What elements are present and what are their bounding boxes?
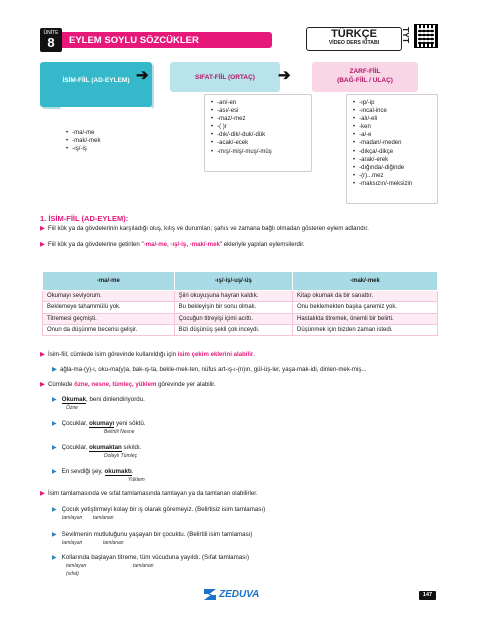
triangle-bullet-icon: ▶ — [40, 225, 45, 232]
unit-header — [40, 28, 290, 52]
column-header: -ış/-iş/-uş/-üş — [174, 272, 292, 291]
column-header: -mak/-mek — [292, 272, 437, 291]
example-text: , beni dinlendiriyordu. — [86, 396, 145, 403]
suffix-item: • -( )r — [211, 123, 305, 131]
note-highlight: özne, nesne, tümleç, yüklem — [74, 381, 157, 388]
suffix-paragraph — [40, 241, 305, 249]
note-text: İsim tamlamasında ve sıfat tamlamasında tamlayan ya da tamlanan olabilirler. — [48, 490, 258, 497]
tyt-badge: TYT — [400, 26, 411, 44]
zeduva-logo-icon — [203, 588, 217, 601]
note-tamlama — [40, 490, 258, 498]
example-text: . — [131, 468, 134, 475]
triangle-bullet-icon: ▶ — [40, 351, 45, 358]
tamlayan-label: tamlayan — [62, 515, 83, 521]
role-label: Yüklem — [128, 477, 145, 483]
footer-brand: ZEDUVA — [219, 589, 260, 600]
suffix-item: • -dıkça/-dikçe — [353, 148, 431, 156]
example-text: En sevdiği şey, — [61, 468, 105, 475]
table-cell: Bu bekleyişin bir sonu olmalı. — [174, 302, 292, 313]
table-row — [43, 291, 438, 302]
note-text: . — [253, 351, 255, 358]
table-row — [43, 324, 438, 335]
arrow-right-icon: ➔ — [136, 67, 149, 84]
definition-text: Fiil kök ya da gövdelerinin karşıladığı oluş, kılış ve durumları; şahıs ve zamana bağlı olmadan gösteren eylem adlarıdır. — [48, 225, 369, 232]
arrow-right-icon: ➔ — [278, 67, 291, 84]
triangle-bullet-icon: ▶ — [40, 241, 45, 248]
note-text: İsim-fiil, cümlede isim görevinde kullanıldığı için — [48, 351, 178, 358]
example-word: okumayı — [89, 420, 115, 427]
example-list-text: ağla-ma-(y)-ı, oku-ma(y)a, bak-ış-ta, bekle-mek-ten, nüfus art-ış-ı-(n)ın, gül-üş-ler, yaşa-mak-idi, dinlen-mek-miş... — [60, 366, 367, 373]
page-number: 147 — [419, 591, 436, 600]
example-text: yeni söktü. — [114, 420, 146, 427]
tamlayan-label: tamlayan — [62, 540, 83, 546]
suffix-item: • -an/-en — [211, 99, 305, 107]
section-title: 1. İSİM-FİİL (AD-EYLEM): — [40, 214, 129, 223]
suffix-item: • -mış/-miş/-muş/-müş — [211, 148, 305, 156]
table-cell: Kitap okumak da bir sanattır. — [292, 291, 437, 302]
suffix-item: • -dığında/-diğinde — [353, 164, 431, 172]
table-cell: Titremesi geçmişti. — [43, 313, 175, 324]
role-label: Dolaylı Tümleç — [104, 453, 138, 459]
example-nesne: ▶ Çocuklar, okumayı yeni söktü. — [52, 420, 146, 427]
suffix-item: • -ken — [353, 123, 431, 131]
suffix-text-b: -ma/-me, -ış/-iş, -mak/-mek — [143, 241, 220, 248]
suffix-item: • -ma/-me — [66, 129, 146, 137]
example-text: Çocuklar, — [61, 444, 90, 451]
tamlayan-label: tamlayan — [66, 563, 87, 569]
note-examples — [52, 366, 366, 374]
example-text: Kollarında başlayan titreme, tüm vücuduna yayıldı. (Sıfat tamlaması) — [61, 554, 250, 561]
suffix-item: • -alı/-eli — [353, 115, 431, 123]
table-cell: Şiiri okuyuşuna hayran kaldık. — [174, 291, 292, 302]
sifat-label: (sıfat) — [66, 571, 79, 577]
suffix-item: • -ıncal-ince — [353, 107, 431, 115]
note-case-suffixes — [40, 351, 255, 359]
note-text: Cümlede — [48, 381, 75, 388]
column-header: -ma/-me — [43, 272, 175, 291]
table-cell: Hastalıkta titremek, önemli bir belirti. — [292, 313, 437, 324]
suffix-item: • -ıp/-ip — [353, 99, 431, 107]
table-row — [43, 302, 438, 313]
unit-title: EYLEM SOYLU SÖZCÜKLER — [62, 32, 272, 48]
sifat-fiil-suffix-list — [204, 94, 312, 172]
suffix-item: • -a/-e — [353, 131, 431, 139]
triangle-bullet-icon: ▶ — [40, 381, 45, 388]
tamlanan-label: tamlanan — [103, 540, 124, 546]
note-roles — [40, 381, 216, 389]
table-cell: Onu beklemekten başka çaremiz yok. — [292, 302, 437, 313]
zarf-fiil-suffix-list — [346, 94, 438, 204]
triangle-bullet-icon: ▶ — [40, 490, 45, 497]
examples-table — [42, 271, 438, 336]
suffix-item: • -(r)...mez — [353, 172, 431, 180]
box-zarf-fiil — [312, 62, 418, 92]
suffix-item: • -ış/-iş — [66, 145, 146, 153]
unit-label: ÜNİTE — [43, 30, 59, 36]
suffix-item: • -arak/-erek — [353, 156, 431, 164]
book-title: TÜRKÇE — [331, 28, 377, 40]
table-cell: Düşünmek için bizden zaman istedi. — [292, 324, 437, 335]
box-sifat-fiil: SIFAT-FİİL (ORTAÇ) — [170, 62, 280, 92]
triangle-bullet-icon: ▶ — [52, 366, 57, 373]
note-highlight: isim çekim eklerini alabilir — [177, 351, 254, 358]
table-row — [43, 313, 438, 324]
suffix-item: • -dık/-dik/-duk/-dük — [211, 131, 305, 139]
suffix-text-c: " ekleriyle yapılan eylemsilerdir. — [219, 241, 305, 248]
example-text: Çocuk yetiştirmeyi kolay bir iş olarak göremeyiz. (Belirtisiz isim tamlaması) — [61, 506, 266, 513]
suffix-item: • -ası/-esi — [211, 107, 305, 115]
book-brand — [306, 26, 411, 51]
example-text: sıkıldı. — [121, 444, 142, 451]
table-cell: Çocuğun titreyişi içimi acıttı. — [174, 313, 292, 324]
zarf-fiil-title: ZARF-FİİL — [349, 68, 381, 75]
table-cell: Onun da düşünme becerisi gelişir. — [43, 324, 175, 335]
unit-badge — [40, 28, 62, 52]
role-label: Belirtili Nesne — [104, 429, 135, 435]
unit-number: 8 — [47, 35, 55, 50]
definition-paragraph — [40, 225, 369, 233]
zarf-fiil-subtitle: (BAĞ-FİİL / ULAÇ) — [337, 77, 393, 84]
role-label: Özne — [66, 405, 78, 411]
example-belirtili: ▶ Sevilmenin mutluluğunu yaşayan bir çocuktu. (Belirtili isim tamlaması) — [52, 531, 253, 538]
table-cell: Bizi düşünüş şekli çok inceydi. — [174, 324, 292, 335]
example-tumlec: ▶ Çocuklar, okumaktan sıkıldı. — [52, 444, 142, 451]
table-cell: Beklemeye tahammülü yok. — [43, 302, 175, 313]
example-word: okumaktı — [104, 468, 132, 475]
table-cell: Okumayı seviyorum. — [43, 291, 175, 302]
book-subtitle: VİDEO DERS KİTABI — [328, 40, 380, 46]
example-text: Sevilmenin mutluluğunu yaşayan bir çocuktu. (Belirtili isim tamlaması) — [61, 531, 253, 538]
suffix-item: • -acak/-ecek — [211, 139, 305, 147]
note-text: görevinde yer alabilir. — [156, 381, 216, 388]
example-sifat: ▶ Kollarında başlayan titreme, tüm vücuduna yayıldı. (Sıfat tamlaması) — [52, 554, 250, 561]
suffix-item: • -maz/-mez — [211, 115, 305, 123]
suffix-text-a: Fiil kök ya da gövdelerine getirilen " — [48, 241, 144, 248]
tamlanan-label: tamlanan — [93, 515, 114, 521]
tamlanan-label: tamlanan — [133, 563, 154, 569]
example-ozne: ▶ Okumak, beni dinlendiriyordu. — [52, 396, 145, 403]
qr-code-icon[interactable] — [414, 24, 438, 48]
example-word: okumaktan — [89, 444, 122, 451]
example-belirtisiz: ▶ Çocuk yetiştirmeyi kolay bir iş olarak göremeyiz. (Belirtisiz isim tamlaması) — [52, 506, 266, 513]
isim-fiil-suffix-list — [60, 107, 152, 187]
suffix-item: • -mak/-mek — [66, 137, 146, 145]
example-text: Çocuklar, — [61, 420, 90, 427]
suffix-item: • -maksızın/-meksizin — [353, 180, 431, 188]
example-yuklem: ▶ En sevdiği şey, okumaktı. — [52, 468, 134, 475]
suffix-item: • -madan/-meden — [353, 139, 431, 147]
example-word: Okumak — [61, 396, 87, 403]
box-isim-fiil: İSİM-FİİL (AD-EYLEM) — [40, 62, 152, 107]
